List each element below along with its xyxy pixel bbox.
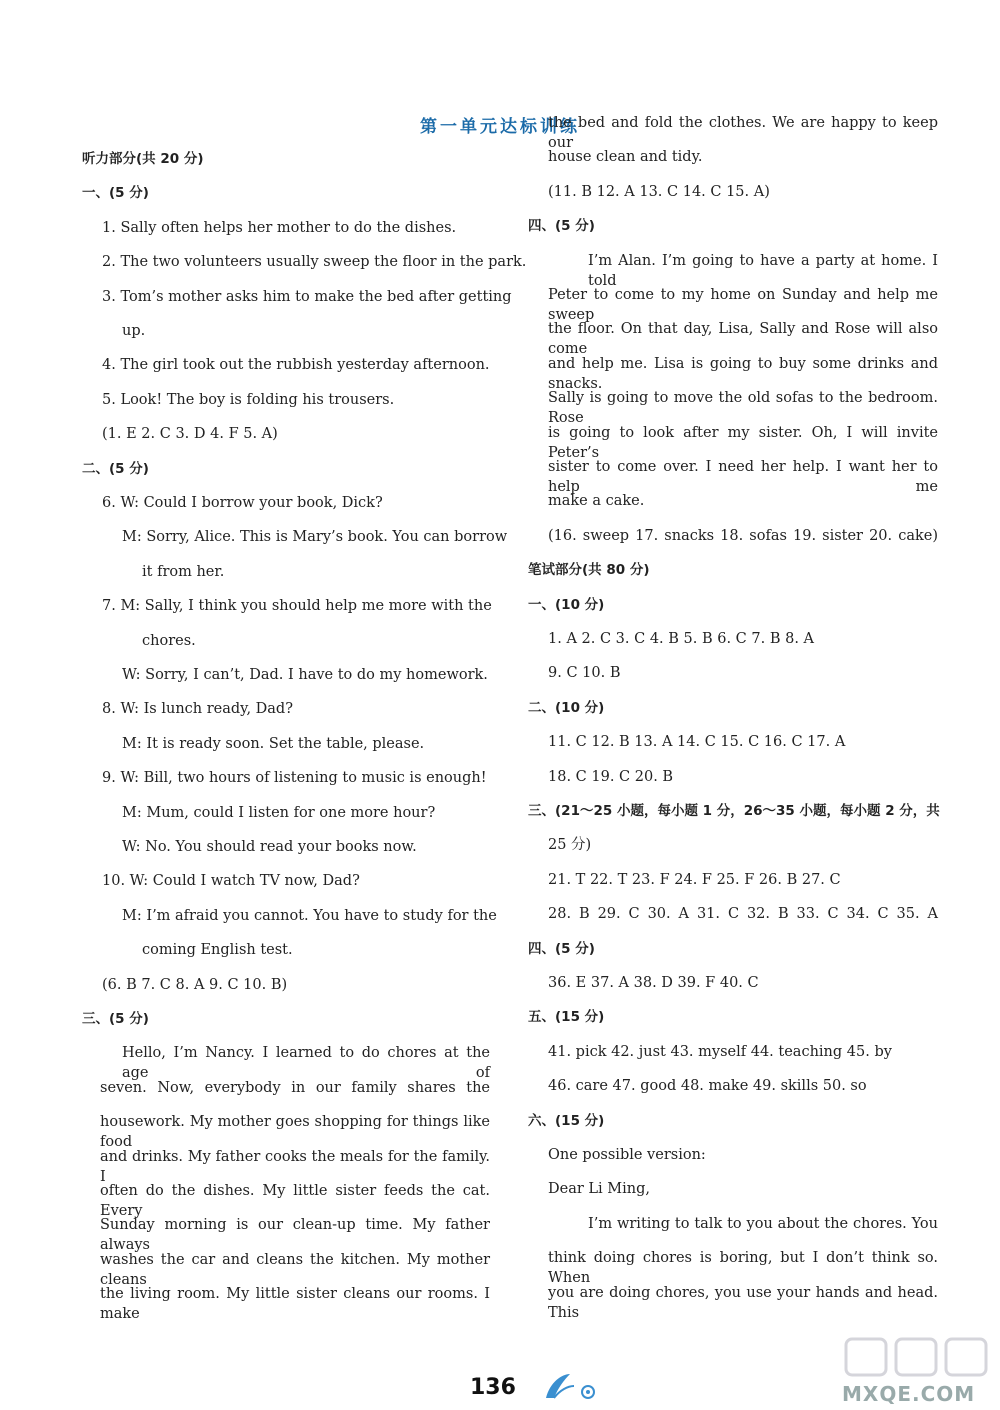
text-line: seven. Now, everybody in our family shares the <box>100 1079 490 1096</box>
text-line: 21. T 22. T 23. F 24. F 25. F 26. B 27. C <box>548 871 841 888</box>
text-line: Dear Li Ming, <box>548 1181 650 1198</box>
text-line: 28. B 29. C 30. A 31. C 32. B 33. C 34. C 35. A <box>548 906 938 923</box>
text-line: 9. C 10. B <box>548 665 621 682</box>
page-title: 第一单元达标训练 <box>420 117 580 137</box>
text-line: sister to come over. I need her help. I want her to help me <box>548 459 938 495</box>
text-line: I’m Alan. I’m going to have a party at home. I told <box>588 252 938 289</box>
text-line: make a cake. <box>548 493 645 510</box>
text-line: it from her. <box>142 563 225 580</box>
text-line: (16. sweep 17. snacks 18. sofas 19. sister 20. cake) <box>548 527 938 544</box>
text-line: and help me. Lisa is going to buy some drinks and snacks. <box>548 355 938 392</box>
section-heading: 二、(10 分) <box>528 699 605 716</box>
text-line: W: No. You should read your books now. <box>122 839 417 855</box>
text-line: the bed and fold the clothes. We are happy to keep our <box>548 115 938 151</box>
text-line: house clean and tidy. <box>548 149 703 166</box>
section-heading: 六、(15 分) <box>528 1112 605 1129</box>
text-line: (1. E 2. C 3. D 4. F 5. A) <box>102 426 278 443</box>
section-heading: 听力部分(共 20 分) <box>82 151 204 167</box>
text-line: Sally is going to move the old sofas to the bedroom. Rose <box>548 390 938 427</box>
section-heading: 笔试部分(共 80 分) <box>528 562 650 579</box>
text-line: I’m writing to talk to you about the chores. You <box>588 1215 938 1232</box>
text-line: washes the car and cleans the kitchen. My mother cleans <box>100 1251 490 1288</box>
text-line: coming English test. <box>142 942 293 959</box>
text-line: 36. E 37. A 38. D 39. F 40. C <box>548 975 759 991</box>
section-heading: 一、(10 分) <box>528 596 605 613</box>
text-line: often do the dishes. My little sister feeds the cat. Every <box>100 1183 490 1219</box>
text-line: 25 分) <box>548 837 592 854</box>
text-line: chores. <box>142 632 196 649</box>
text-line: Peter to come to my home on Sunday and help me sweep <box>548 287 938 323</box>
text-line: (11. B 12. A 13. C 14. C 15. A) <box>548 183 770 200</box>
text-line: 5. Look! The boy is folding his trousers. <box>102 391 395 408</box>
text-line: 11. C 12. B 13. A 14. C 15. C 16. C 17. A <box>548 734 846 751</box>
text-line: 6. W: Could I borrow your book, Dick? <box>102 495 383 511</box>
text-line: the floor. On that day, Lisa, Sally and Rose will also come <box>548 321 938 358</box>
text-line: Hello, I’m Nancy. I learned to do chores at the age of <box>122 1045 490 1082</box>
text-line: One possible version: <box>548 1147 706 1163</box>
text-line: think doing chores is boring, but I don’t think so. When <box>548 1250 938 1287</box>
text-line: 10. W: Could I watch TV now, Dad? <box>102 873 360 890</box>
text-line: M: Sorry, Alice. This is Mary’s book. You can borrow <box>122 529 508 546</box>
text-line: 3. Tom’s mother asks him to make the bed after getting <box>102 288 512 305</box>
page-number: 136 <box>470 1375 516 1400</box>
watermark-text: MXQE.COM <box>842 1382 976 1406</box>
text-line: M: It is ready soon. Set the table, please. <box>122 735 425 752</box>
section-heading: 四、(5 分) <box>528 940 595 957</box>
section-heading: 三、(5 分) <box>82 1011 149 1027</box>
section-heading: 三、(21～25 小题，每小题 1 分，26～35 小题，每小题 2 分，共 <box>528 803 940 819</box>
text-line: 1. Sally often helps her mother to do the dishes. <box>102 219 457 236</box>
text-line: you are doing chores, you use your hands and head. This <box>548 1284 938 1321</box>
text-line: housework. My mother goes shopping for things like food <box>100 1114 490 1151</box>
section-heading: 一、(5 分) <box>82 185 149 202</box>
text-line: up. <box>122 323 146 339</box>
text-line: 18. C 19. C 20. B <box>548 768 674 785</box>
text-line: 46. care 47. good 48. make 49. skills 50. so <box>548 1078 867 1095</box>
text-line: is going to look after my sister. Oh, I will invite Peter’s <box>548 424 938 461</box>
text-line: W: Sorry, I can’t, Dad. I have to do my homework. <box>122 667 488 683</box>
text-line: Sunday morning is our clean-up time. My father always <box>100 1217 490 1254</box>
text-line: 7. M: Sally, I think you should help me more with the <box>102 598 492 615</box>
text-line: 1. A 2. C 3. C 4. B 5. B 6. C 7. B 8. A <box>548 631 815 647</box>
text-line: the living room. My little sister cleans our rooms. I make <box>100 1286 490 1323</box>
text-line: 9. W: Bill, two hours of listening to music is enough! <box>102 770 487 787</box>
section-heading: 五、(15 分) <box>528 1009 605 1026</box>
text-line: and drinks. My father cooks the meals for the family. I <box>100 1148 490 1185</box>
section-heading: 四、(5 分) <box>528 218 595 235</box>
text-line: (6. B 7. C 8. A 9. C 10. B) <box>102 976 288 993</box>
text-line: 41. pick 42. just 43. myself 44. teaching 45. by <box>548 1043 892 1060</box>
text-line: 2. The two volunteers usually sweep the floor in the park. <box>102 254 527 271</box>
text-line: 8. W: Is lunch ready, Dad? <box>102 701 293 718</box>
section-heading: 二、(5 分) <box>82 460 149 477</box>
text-line: 4. The girl took out the rubbish yesterday afternoon. <box>102 357 490 374</box>
text-line: M: Mum, could I listen for one more hour? <box>122 804 436 821</box>
leaf-ornament-icon <box>540 1368 600 1404</box>
text-line: M: I’m afraid you cannot. You have to study for the <box>122 907 497 924</box>
